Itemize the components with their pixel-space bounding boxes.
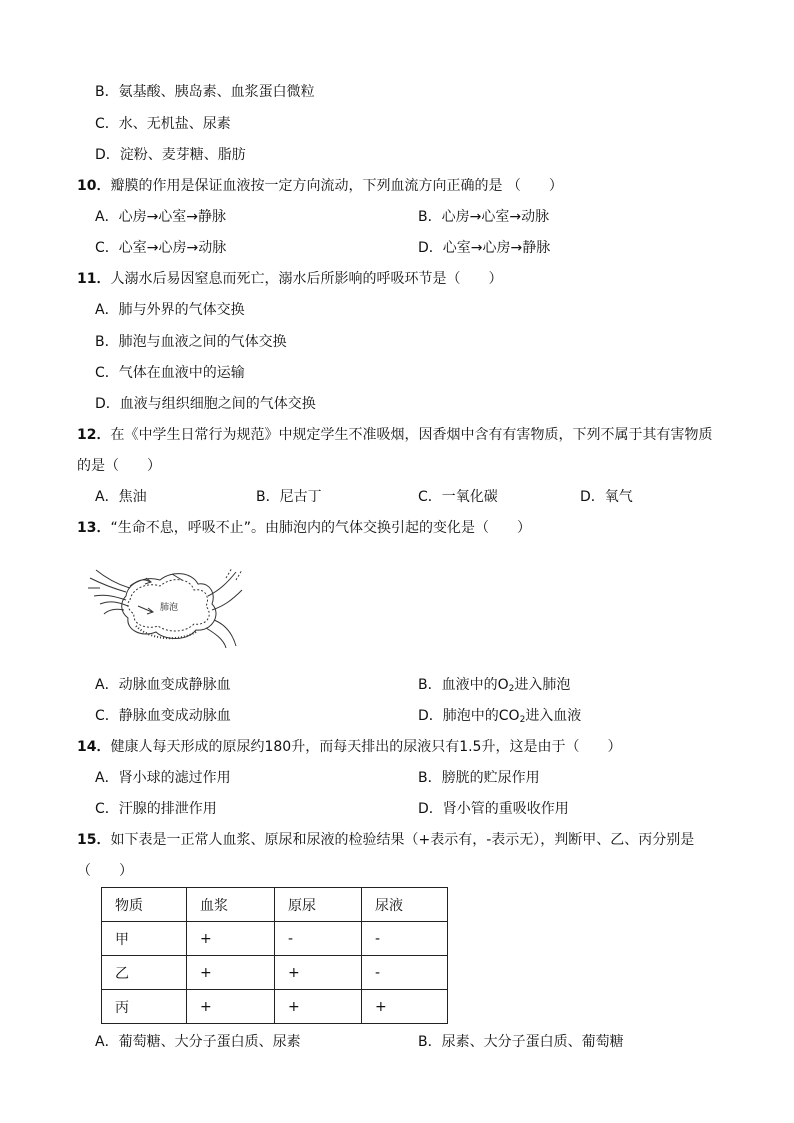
q10-option-b: B．心房→心室→动脉 <box>418 209 550 225</box>
q13-option-b-sub: 2 <box>508 684 515 694</box>
table-header-cell: 原尿 <box>275 888 362 922</box>
table-cell: + <box>362 990 448 1024</box>
q12-question <box>77 425 712 445</box>
q11-stem: 人溺水后易因窒息而死亡，溺水后所影响的呼吸环节是（ ） <box>110 271 503 287</box>
q13-option-d <box>418 706 581 730</box>
q12-number: 12． <box>77 427 111 443</box>
q15-question <box>77 830 694 850</box>
q13-stem: “生命不息，呼吸不止”。由肺泡内的气体交换引起的变化是（ ） <box>110 520 531 536</box>
q12-option-b: B．尼古丁 <box>256 489 322 505</box>
table-cell: + <box>187 990 275 1024</box>
q15-option-b: B．尿素、大分子蛋白质、葡萄糖 <box>418 1034 624 1050</box>
q11-option-b: B．肺泡与血液之间的气体交换 <box>95 334 287 350</box>
table-cell: 甲 <box>102 922 187 956</box>
q13-option-c: C．静脉血变成动脉血 <box>95 708 231 724</box>
q12-option-a: A．焦油 <box>95 489 147 505</box>
q9-option-d: D．淀粉、麦芽糖、脂肪 <box>95 147 246 163</box>
q14-stem: 健康人每天形成的原尿约180升，而每天排出的尿液只有1.5升，这是由于（ ） <box>110 739 622 755</box>
table-cell: + <box>275 956 362 990</box>
q9-option-b: B．氨基酸、胰岛素、血浆蛋白微粒 <box>95 84 315 100</box>
table-header-cell: 尿液 <box>362 888 448 922</box>
table-cell: - <box>362 922 448 956</box>
q10-stem: 瓣膜的作用是保证血液按一定方向流动，下列血流方向正确的是 （ ） <box>110 178 563 194</box>
q9-option-c: C．水、无机盐、尿素 <box>95 116 231 132</box>
q13-number: 13． <box>77 520 111 536</box>
q14-option-d: D．肾小管的重吸收作用 <box>418 801 569 817</box>
q10-question <box>77 176 563 196</box>
q15-stem-line2: （ ） <box>77 863 133 879</box>
q14-number: 14． <box>77 739 111 755</box>
q13-option-b-post: 进入肺泡 <box>514 677 571 693</box>
q11-option-d: D．血液与组织细胞之间的气体交换 <box>95 396 316 412</box>
q13-option-b-pre: B．血液中的O <box>418 677 509 693</box>
q13-option-a: A．动脉血变成静脉血 <box>95 677 231 693</box>
q15-stem-line1: 如下表是一正常人血浆、原尿和尿液的检验结果（+表示有，-表示无），判断甲、乙、丙分别是 <box>110 832 695 848</box>
q10-option-d: D．心室→心房→静脉 <box>418 240 551 256</box>
alveolus-diagram <box>86 566 246 648</box>
table-header-row <box>102 888 448 922</box>
q13-option-d-post: 进入血液 <box>525 708 582 724</box>
table-row <box>102 956 448 990</box>
q10-option-a: A．心房→心室→静脉 <box>95 209 227 225</box>
table-cell: + <box>275 990 362 1024</box>
alveolus-label: 肺泡 <box>160 603 179 613</box>
q11-option-a: A．肺与外界的气体交换 <box>95 302 245 318</box>
q13-question <box>77 518 531 538</box>
table-cell: + <box>187 956 275 990</box>
table-cell: + <box>187 922 275 956</box>
q12-option-d: D．氧气 <box>580 489 633 505</box>
table-header-cell: 血浆 <box>187 888 275 922</box>
q14-option-b: B．膀胱的贮尿作用 <box>418 770 540 786</box>
q12-option-c: C．一氧化碳 <box>418 489 498 505</box>
q15-number: 15． <box>77 832 111 848</box>
table-cell: - <box>362 956 448 990</box>
q12-stem-line2: 的是（ ） <box>77 458 161 474</box>
q14-question <box>77 737 621 757</box>
q12-stem-line1: 在《中学生日常行为规范》中规定学生不准吸烟，因香烟中含有有害物质，下列不属于其有害物质 <box>110 427 713 443</box>
table-cell: 乙 <box>102 956 187 990</box>
q13-option-b <box>418 675 570 699</box>
q14-option-a: A．肾小球的滤过作用 <box>95 770 231 786</box>
q11-option-c: C．气体在血液中的运输 <box>95 365 245 381</box>
table-header-cell: 物质 <box>102 888 187 922</box>
q14-option-c: C．汗腺的排泄作用 <box>95 801 217 817</box>
q10-option-c: C．心室→心房→动脉 <box>95 240 227 256</box>
q13-option-d-pre: D．肺泡中的CO <box>418 708 520 724</box>
table-cell: - <box>275 922 362 956</box>
q13-option-d-sub: 2 <box>519 715 526 725</box>
q11-number: 11． <box>77 271 111 287</box>
q10-number: 10． <box>77 178 111 194</box>
table-cell: 丙 <box>102 990 187 1024</box>
table-row <box>102 990 448 1024</box>
q15-option-a: A．葡萄糖、大分子蛋白质、尿素 <box>95 1034 301 1050</box>
table-row <box>102 922 448 956</box>
test-results-table <box>101 887 448 1024</box>
q11-question <box>77 269 502 289</box>
